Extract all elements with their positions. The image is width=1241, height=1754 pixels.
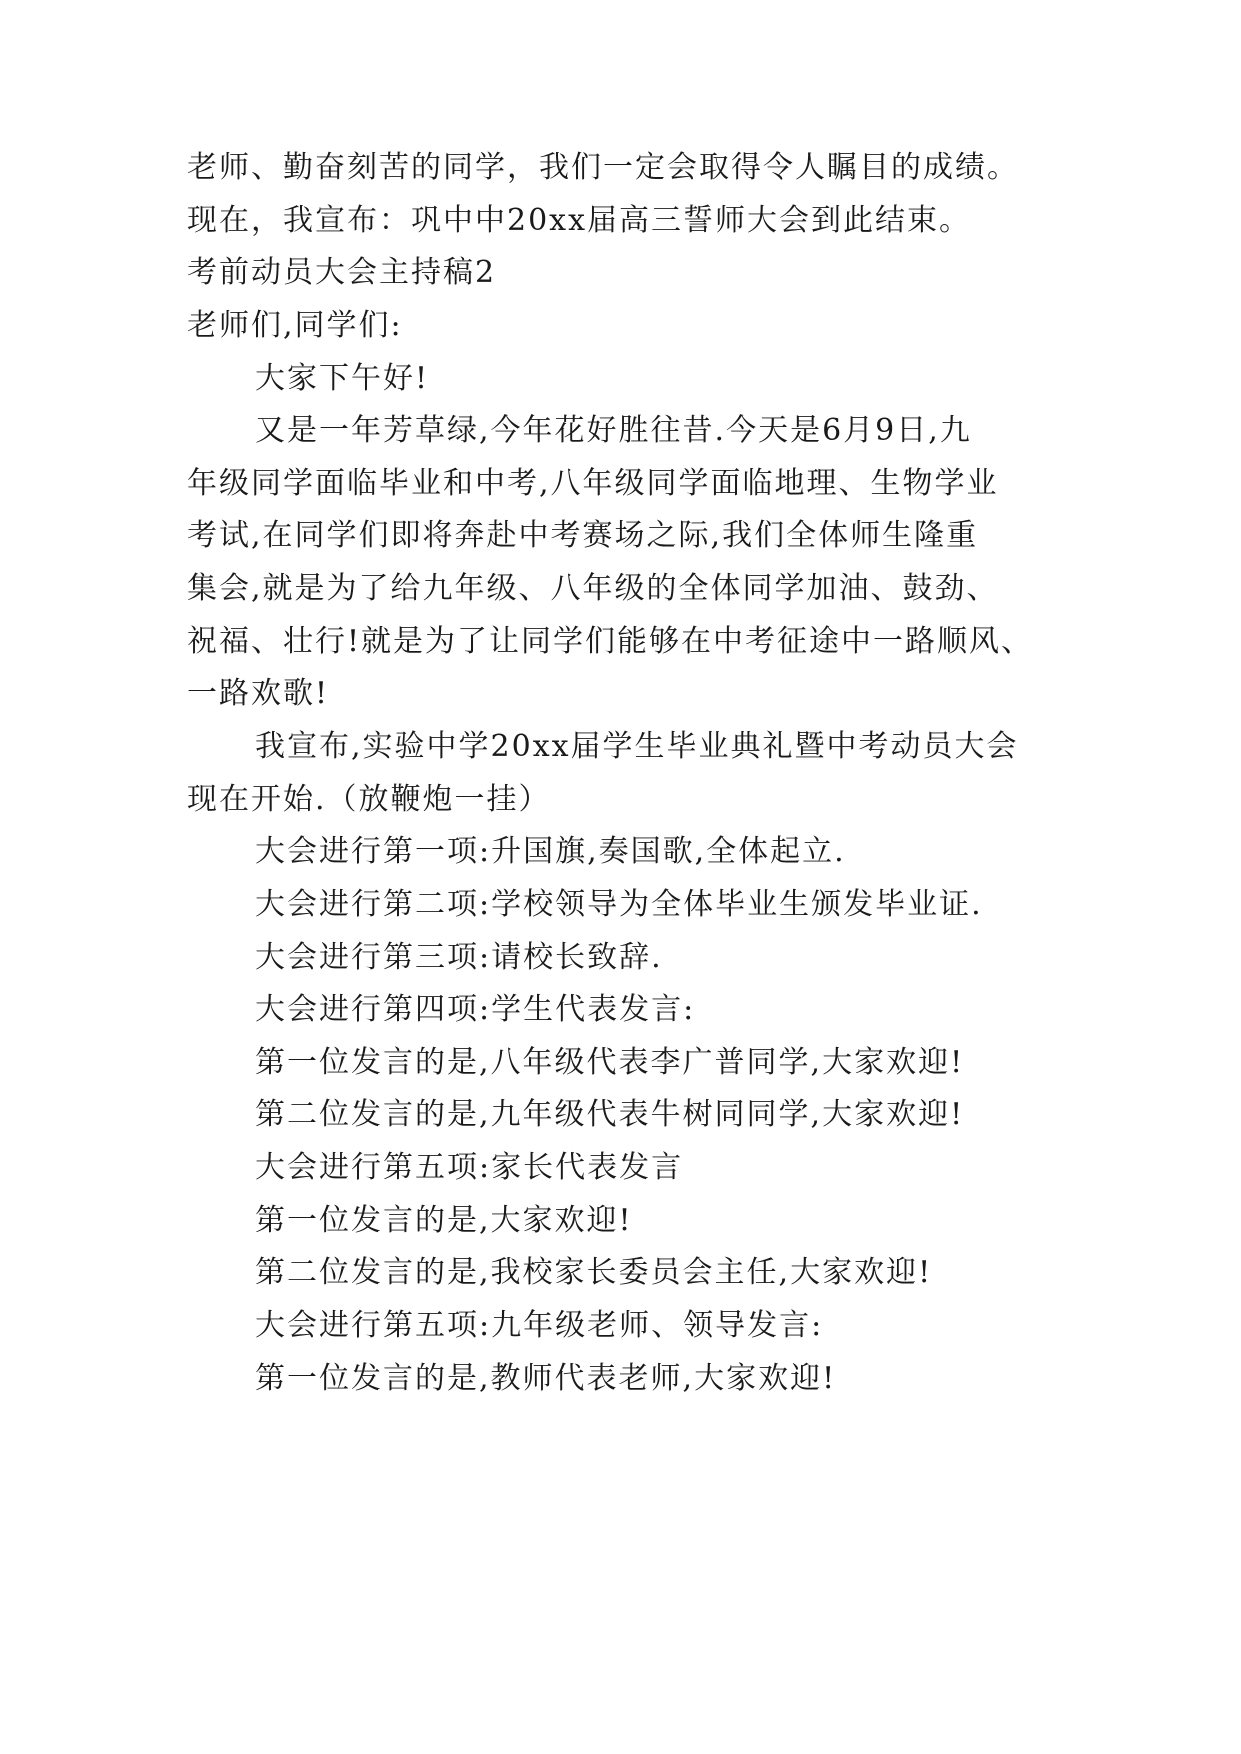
speaker-line: 第二位发言的是,九年级代表牛树同同学,大家欢迎! <box>255 1097 965 1132</box>
speaker-line: 第一位发言的是,大家欢迎! <box>255 1203 633 1238</box>
text-line: 现在开始.（放鞭炮一挂） <box>187 782 551 817</box>
salutation: 老师们,同学们: <box>187 308 403 343</box>
agenda-item: 大会进行第一项:升国旗,奏国歌,全体起立. <box>255 834 846 869</box>
text-line: 年级同学面临毕业和中考,八年级同学面临地理、生物学业 <box>187 466 999 501</box>
text-line: 老师、勤奋刻苦的同学，我们一定会取得令人瞩目的成绩。 <box>187 150 1019 185</box>
text-line: 一路欢歌! <box>187 676 330 711</box>
agenda-item: 大会进行第四项:学生代表发言: <box>255 992 696 1027</box>
greeting: 大家下午好! <box>255 361 430 396</box>
speaker-line: 第一位发言的是,教师代表老师,大家欢迎! <box>255 1361 837 1396</box>
text-line: 现在，我宣布：巩中中20xx届高三誓师大会到此结束。 <box>187 203 972 238</box>
agenda-item: 大会进行第三项:请校长致辞. <box>255 940 663 975</box>
speaker-line: 第一位发言的是,八年级代表李广普同学,大家欢迎! <box>255 1045 965 1080</box>
text-line: 又是一年芳草绿,今年花好胜往昔.今天是6月9日,九 <box>255 413 972 448</box>
section-heading: 考前动员大会主持稿2 <box>187 255 497 290</box>
text-line: 我宣布,实验中学20xx届学生毕业典礼暨中考动员大会 <box>255 729 1019 764</box>
text-line: 考试,在同学们即将奔赴中考赛场之际,我们全体师生隆重 <box>187 518 979 553</box>
speaker-line: 第二位发言的是,我校家长委员会主任,大家欢迎! <box>255 1255 933 1290</box>
agenda-item: 大会进行第五项:家长代表发言 <box>255 1150 684 1185</box>
text-line: 集会,就是为了给九年级、八年级的全体同学加油、鼓劲、 <box>187 571 999 606</box>
agenda-item: 大会进行第二项:学校领导为全体毕业生颁发毕业证. <box>255 887 983 922</box>
text-line: 祝福、壮行!就是为了让同学们能够在中考征途中一路顺风、 <box>187 624 1034 659</box>
agenda-item: 大会进行第五项:九年级老师、领导发言: <box>255 1308 824 1343</box>
